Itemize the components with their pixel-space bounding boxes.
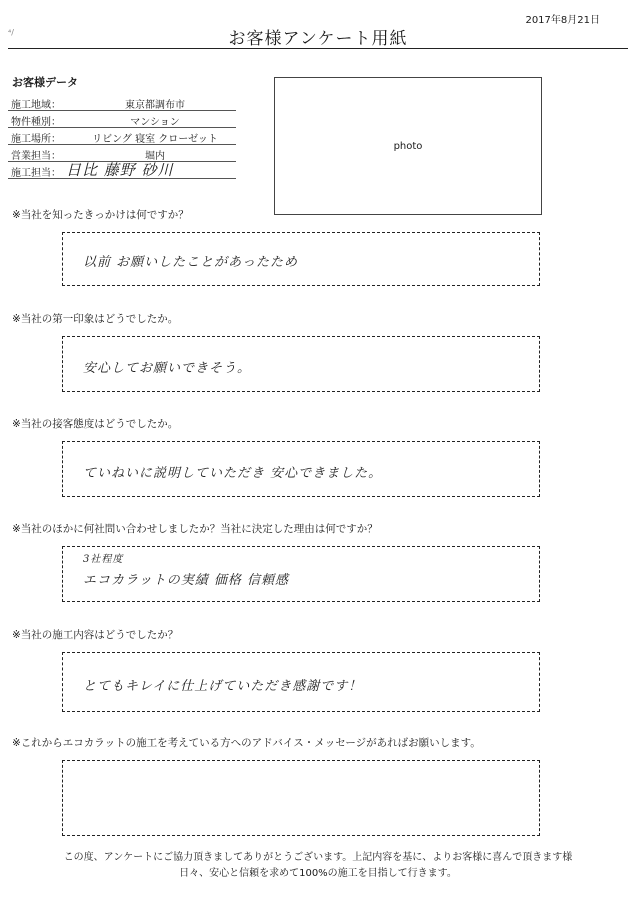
title-divider [8, 48, 628, 49]
footer-line-2: 日々、安心と信頼を求めて100%の施工を目指して行きます。 [179, 868, 457, 879]
margin-mark: ⁴/ [8, 28, 14, 37]
info-row-installer [8, 162, 236, 179]
answer-4-line-1: 3社程度 [83, 554, 124, 565]
question-6: ※これからエコカラットの施工を考えている方へのアドバイス・メッセージがあればお願いします。 [12, 737, 481, 749]
answer-3-line-1: ていねいに説明していただき 安心できました。 [83, 466, 383, 481]
question-4: ※当社のほかに何社問い合わせしましたか？当社に決定した理由は何ですか？ [12, 523, 378, 535]
page-title: お客様アンケート用紙 [228, 29, 408, 49]
answer-box-2 [62, 336, 540, 392]
info-value-handwritten: 日比 藤野 砂川 [66, 161, 174, 179]
info-label: 施工担当： [11, 168, 61, 179]
info-value: リビング 寝室 クローゼット [92, 134, 218, 145]
info-label: 施工地域： [11, 100, 61, 111]
question-1: ※当社を知ったきっかけは何ですか？ [12, 209, 189, 221]
info-value: 東京都調布市 [125, 100, 185, 111]
info-value: マンション [130, 117, 180, 128]
info-value: 堀内 [145, 151, 165, 162]
info-row-area [8, 94, 236, 111]
answer-4-line-2: エコカラットの実績 価格 信頼感 [83, 573, 290, 588]
answer-box-4 [62, 546, 540, 602]
info-label: 営業担当： [11, 151, 61, 162]
answer-1-line-1: 以前 お願いしたことがあったため [83, 255, 299, 270]
answer-box-5 [62, 652, 540, 712]
answer-2-line-1: 安心してお願いできそう。 [83, 361, 252, 376]
customer-data-table [8, 94, 236, 179]
customer-data-heading: お客様データ [12, 76, 78, 89]
answer-box-1 [62, 232, 540, 286]
answer-box-6 [62, 760, 540, 836]
info-label: 施工場所： [11, 134, 61, 145]
survey-date: 2017年8月21日 [525, 15, 600, 26]
answer-5-line-1: とてもキレイに仕上げていただき感謝です！ [83, 679, 363, 694]
info-row-property-type [8, 111, 236, 128]
question-5: ※当社の施工内容はどうでしたか？ [12, 629, 179, 641]
info-row-location [8, 128, 236, 145]
info-label: 物件種別： [11, 117, 61, 128]
footer-line-1: この度、アンケートにご協力頂きましてありがとうございます。上記内容を基に、よりお客様に喜んで頂きます様 [63, 852, 573, 863]
photo-label: photo [393, 141, 423, 152]
answer-box-3 [62, 441, 540, 497]
question-3: ※当社の接客態度はどうでしたか。 [12, 418, 179, 430]
photo-placeholder [274, 77, 542, 215]
question-2: ※当社の第一印象はどうでしたか。 [12, 313, 179, 325]
